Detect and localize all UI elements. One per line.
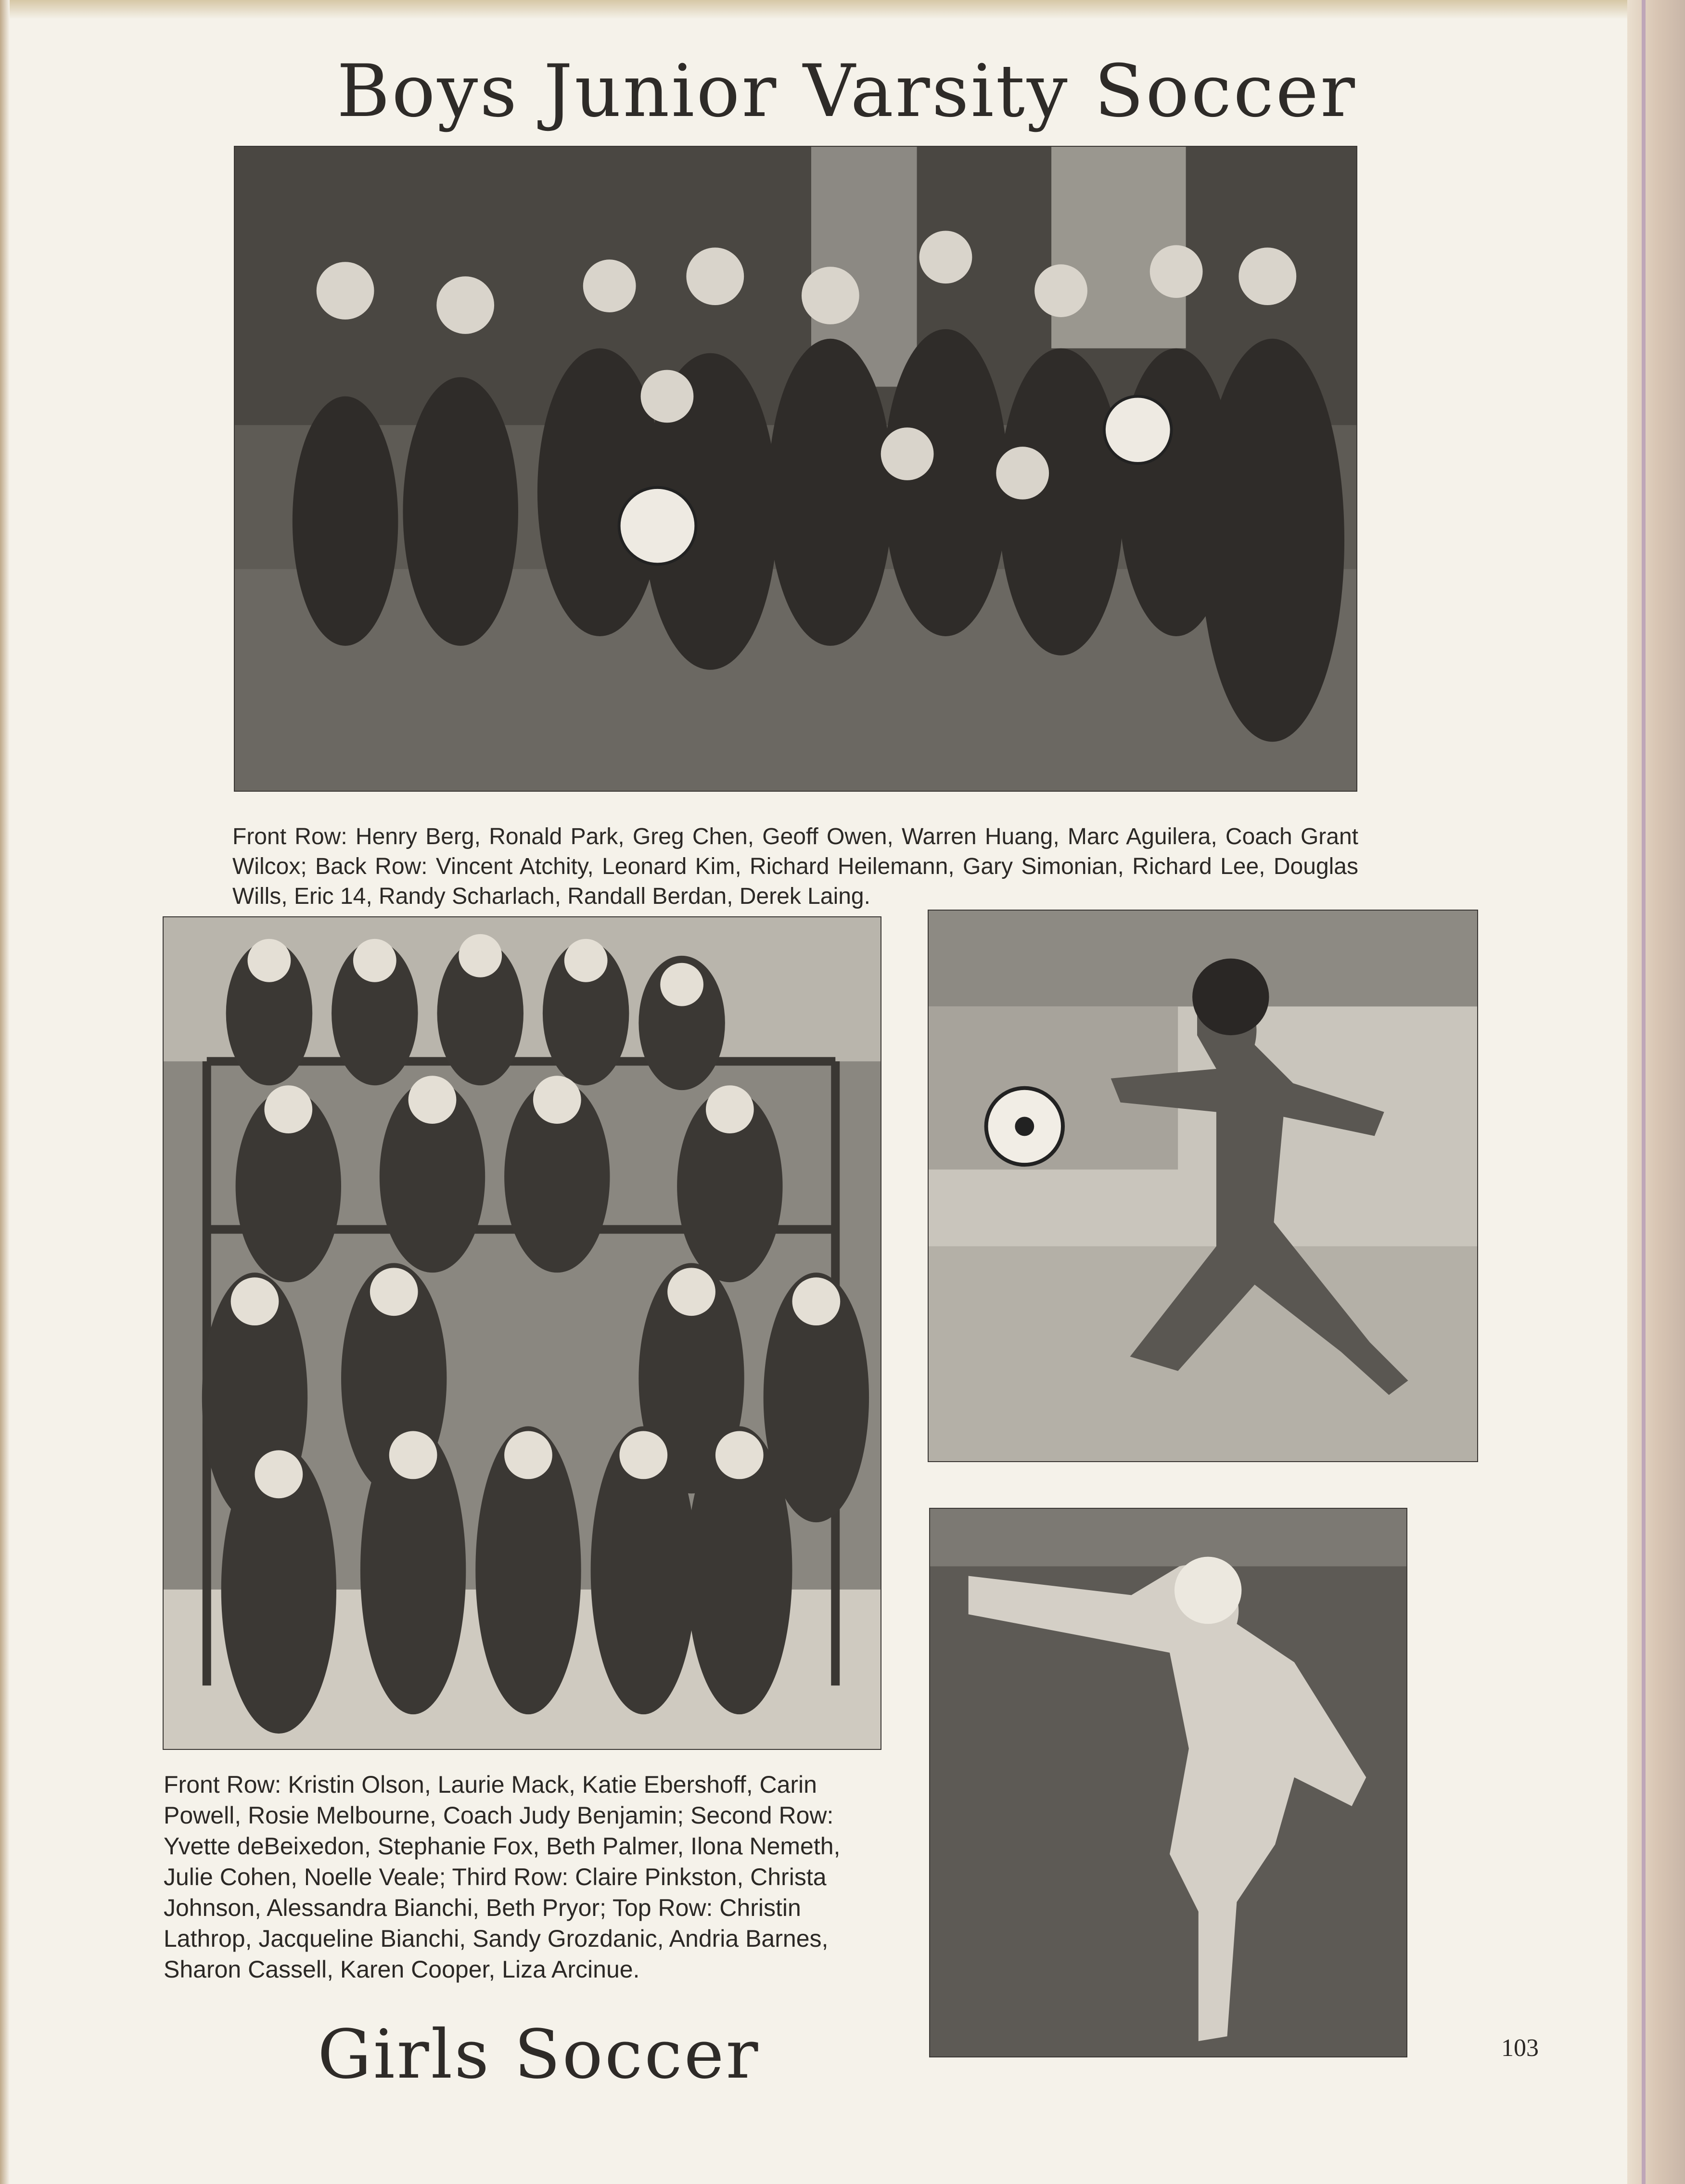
page-top-edge <box>0 0 1685 19</box>
kicking-player-photo <box>928 910 1478 1462</box>
page-left-edge <box>0 0 10 2184</box>
boys-team-photo <box>234 146 1357 792</box>
girls-team-caption: Front Row: Kristin Olson, Laurie Mack, Katie Ebershoff, Carin Powell, Rosie Melbourne, Coach Judy Benjamin; Second Row: Yvette deBeixedon, Stephanie Fox, Beth Palmer, Ilona Nemeth, Julie Cohen, Noelle Veale; Third Row: Claire Pinkston, Christa Johnson, Alessandra Bianchi, Beth Pryor; Top Row: Christin Lathrop, Jacqueline Bianchi, Sandy Grozdanic, Andria Barnes, Sharon Cassell, Karen Cooper, Liza Arcinue. <box>164 1771 841 1983</box>
page-number: 103 <box>1501 2034 1539 2062</box>
goalkeeper-photo <box>929 1508 1407 2057</box>
boys-team-caption: Front Row: Henry Berg, Ronald Park, Greg Chen, Geoff Owen, Warren Huang, Marc Aguilera, Coach Grant Wilcox; Back Row: Vincent Atchity, Leonard Kim, Richard Heilemann, Gary Simonian, Richard Lee, Douglas Wills, Eric 14, Randy Scharlach, Randall Berdan, Derek Laing. <box>232 824 1358 909</box>
boys-jv-soccer-title: Boys Junior Varsity Soccer <box>337 50 1357 133</box>
girls-team-photo <box>163 916 881 1750</box>
book-binding <box>1627 0 1685 2184</box>
girls-soccer-title: Girls Soccer <box>318 2016 760 2094</box>
